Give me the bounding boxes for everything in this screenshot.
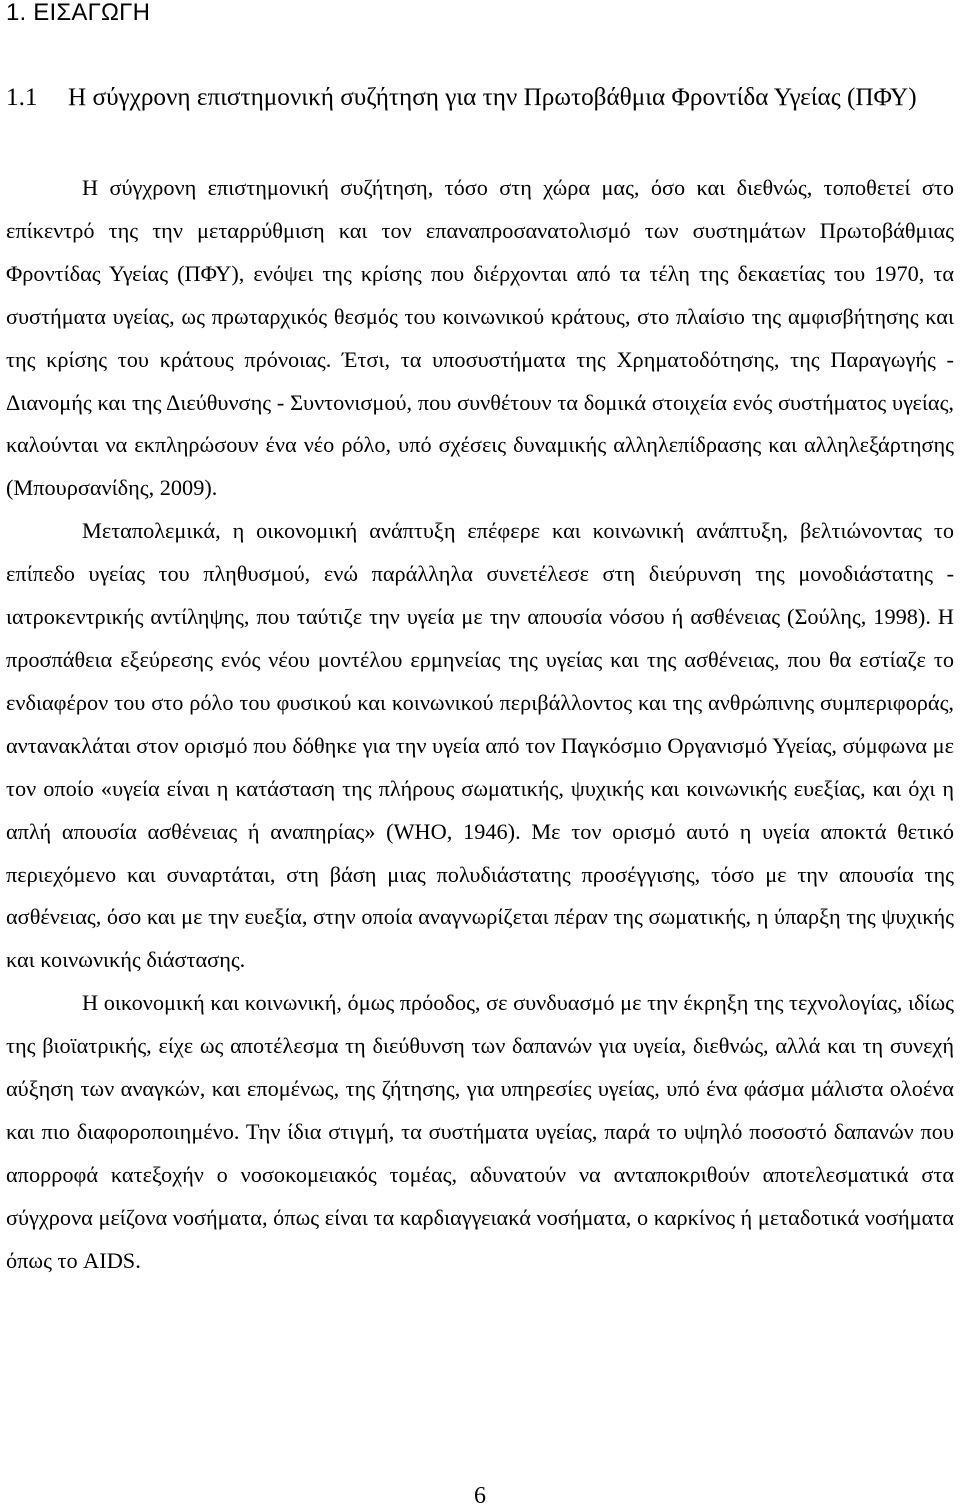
- paragraph: Η σύγχρονη επιστημονική συζήτηση, τόσο στη χώρα μας, όσο και διεθνώς, τοποθετεί στο επίκεντρό της την μεταρρύθμιση και τον επαναπροσανατολισμό των συστημάτων Πρωτοβάθμιας Φροντίδας Υγείας (ΠΦΥ), ενόψει της κρίσης που διέρχονται από τα τέλη της δεκαετίας του 1970, τα συστήματα υγείας, ως πρωταρχικός θεσμός του κοινωνικού κράτους, στο πλαίσιο της αμφισβήτησης και της κρίσης του κράτους πρόνοιας. Έτσι, τα υποσυστήματα της Χρηματοδότησης, της Παραγωγής - Διανομής και της Διεύθυνσης - Συντονισμού, που συνθέτουν τα δομικά στοιχεία ενός συστήματος υγείας, καλούνται να εκπληρώσουν ένα νέο ρόλο, υπό σχέσεις δυναμικής αλληλεπίδρασης και αλληλεξάρτησης (Μπουρσανίδης, 2009).: [6, 175, 954, 501]
- paragraph: Μεταπολεμικά, η οικονομική ανάπτυξη επέφερε και κοινωνική ανάπτυξη, βελτιώνοντας το επίπεδο υγείας του πληθυσμού, ενώ παράλληλα συνετέλεσε στη διεύρυνση της μονοδιάστατης - ιατροκεντρικής αντίληψης, που ταύτιζε την υγεία με την απουσία νόσου ή ασθένειας (Σούλης, 1998). Η προσπάθεια εξεύρεσης ενός νέου μοντέλου ερμηνείας της υγείας και της ασθένειας, που θα εστίαζε το ενδιαφέρον του στο ρόλο του φυσικού και κοινωνικού περιβάλλοντος και της ανθρώπινης συμπεριφοράς, αντανακλάται στον ορισμό που δόθηκε για την υγεία από τον Παγκόσμιο Οργανισμό Υγείας, σύμφωνα με τον οποίο «υγεία είναι η κατάσταση της πλήρους σωματικής, ψυχικής και κοινωνικής ευεξίας, και όχι η απλή απουσία ασθένειας ή αναπηρίας» (WHO, 1946). Με τον ορισμό αυτό η υγεία αποκτά θετικό περιεχόμενο και συναρτάται, στη βάση μιας πολυδιάστατης προσέγγισης, τόσο με την απουσία της ασθένειας, όσο και με την ευεξία, στην οποία αναγνωρίζεται πέραν της σωματικής, η ύπαρξη της ψυχικής και κοινωνικής διάστασης.: [6, 518, 954, 973]
- section-number: 1.1: [6, 84, 38, 111]
- page-number: 6: [474, 1483, 486, 1509]
- section-heading: [6, 83, 917, 113]
- chapter-heading: 1. ΕΙΣΑΓΩΓΗ: [6, 0, 151, 26]
- body-text: [6, 167, 954, 1283]
- section-title: Η σύγχρονη επιστημονική συζήτηση για την Πρωτοβάθμια Φροντίδα Υγείας (ΠΦΥ): [68, 84, 917, 111]
- paragraph: Η οικονομική και κοινωνική, όμως πρόοδος, σε συνδυασμό με την έκρηξη της τεχνολογίας, ιδίως της βιοϊατρικής, είχε ως αποτέλεσμα τη διεύθυνση των δαπανών για υγεία, διεθνώς, αλλά και τη συνεχή αύξηση των αναγκών, και επομένως, της ζήτησης, για υπηρεσίες υγείας, υπό ένα φάσμα μάλιστα ολοένα και πιο διαφοροποιημένο. Την ίδια στιγμή, τα συστήματα υγείας, παρά το υψηλό ποσοστό δαπανών που απορροφά κατεξοχήν ο νοσοκομειακός τομέας, αδυνατούν να ανταποκριθούν αποτελεσματικά στα σύγχρονα μείζονα νοσήματα, όπως είναι τα καρδιαγγειακά νοσήματα, ο καρκίνος ή μεταδοτικά νοσήματα όπως το AIDS.: [6, 990, 954, 1273]
